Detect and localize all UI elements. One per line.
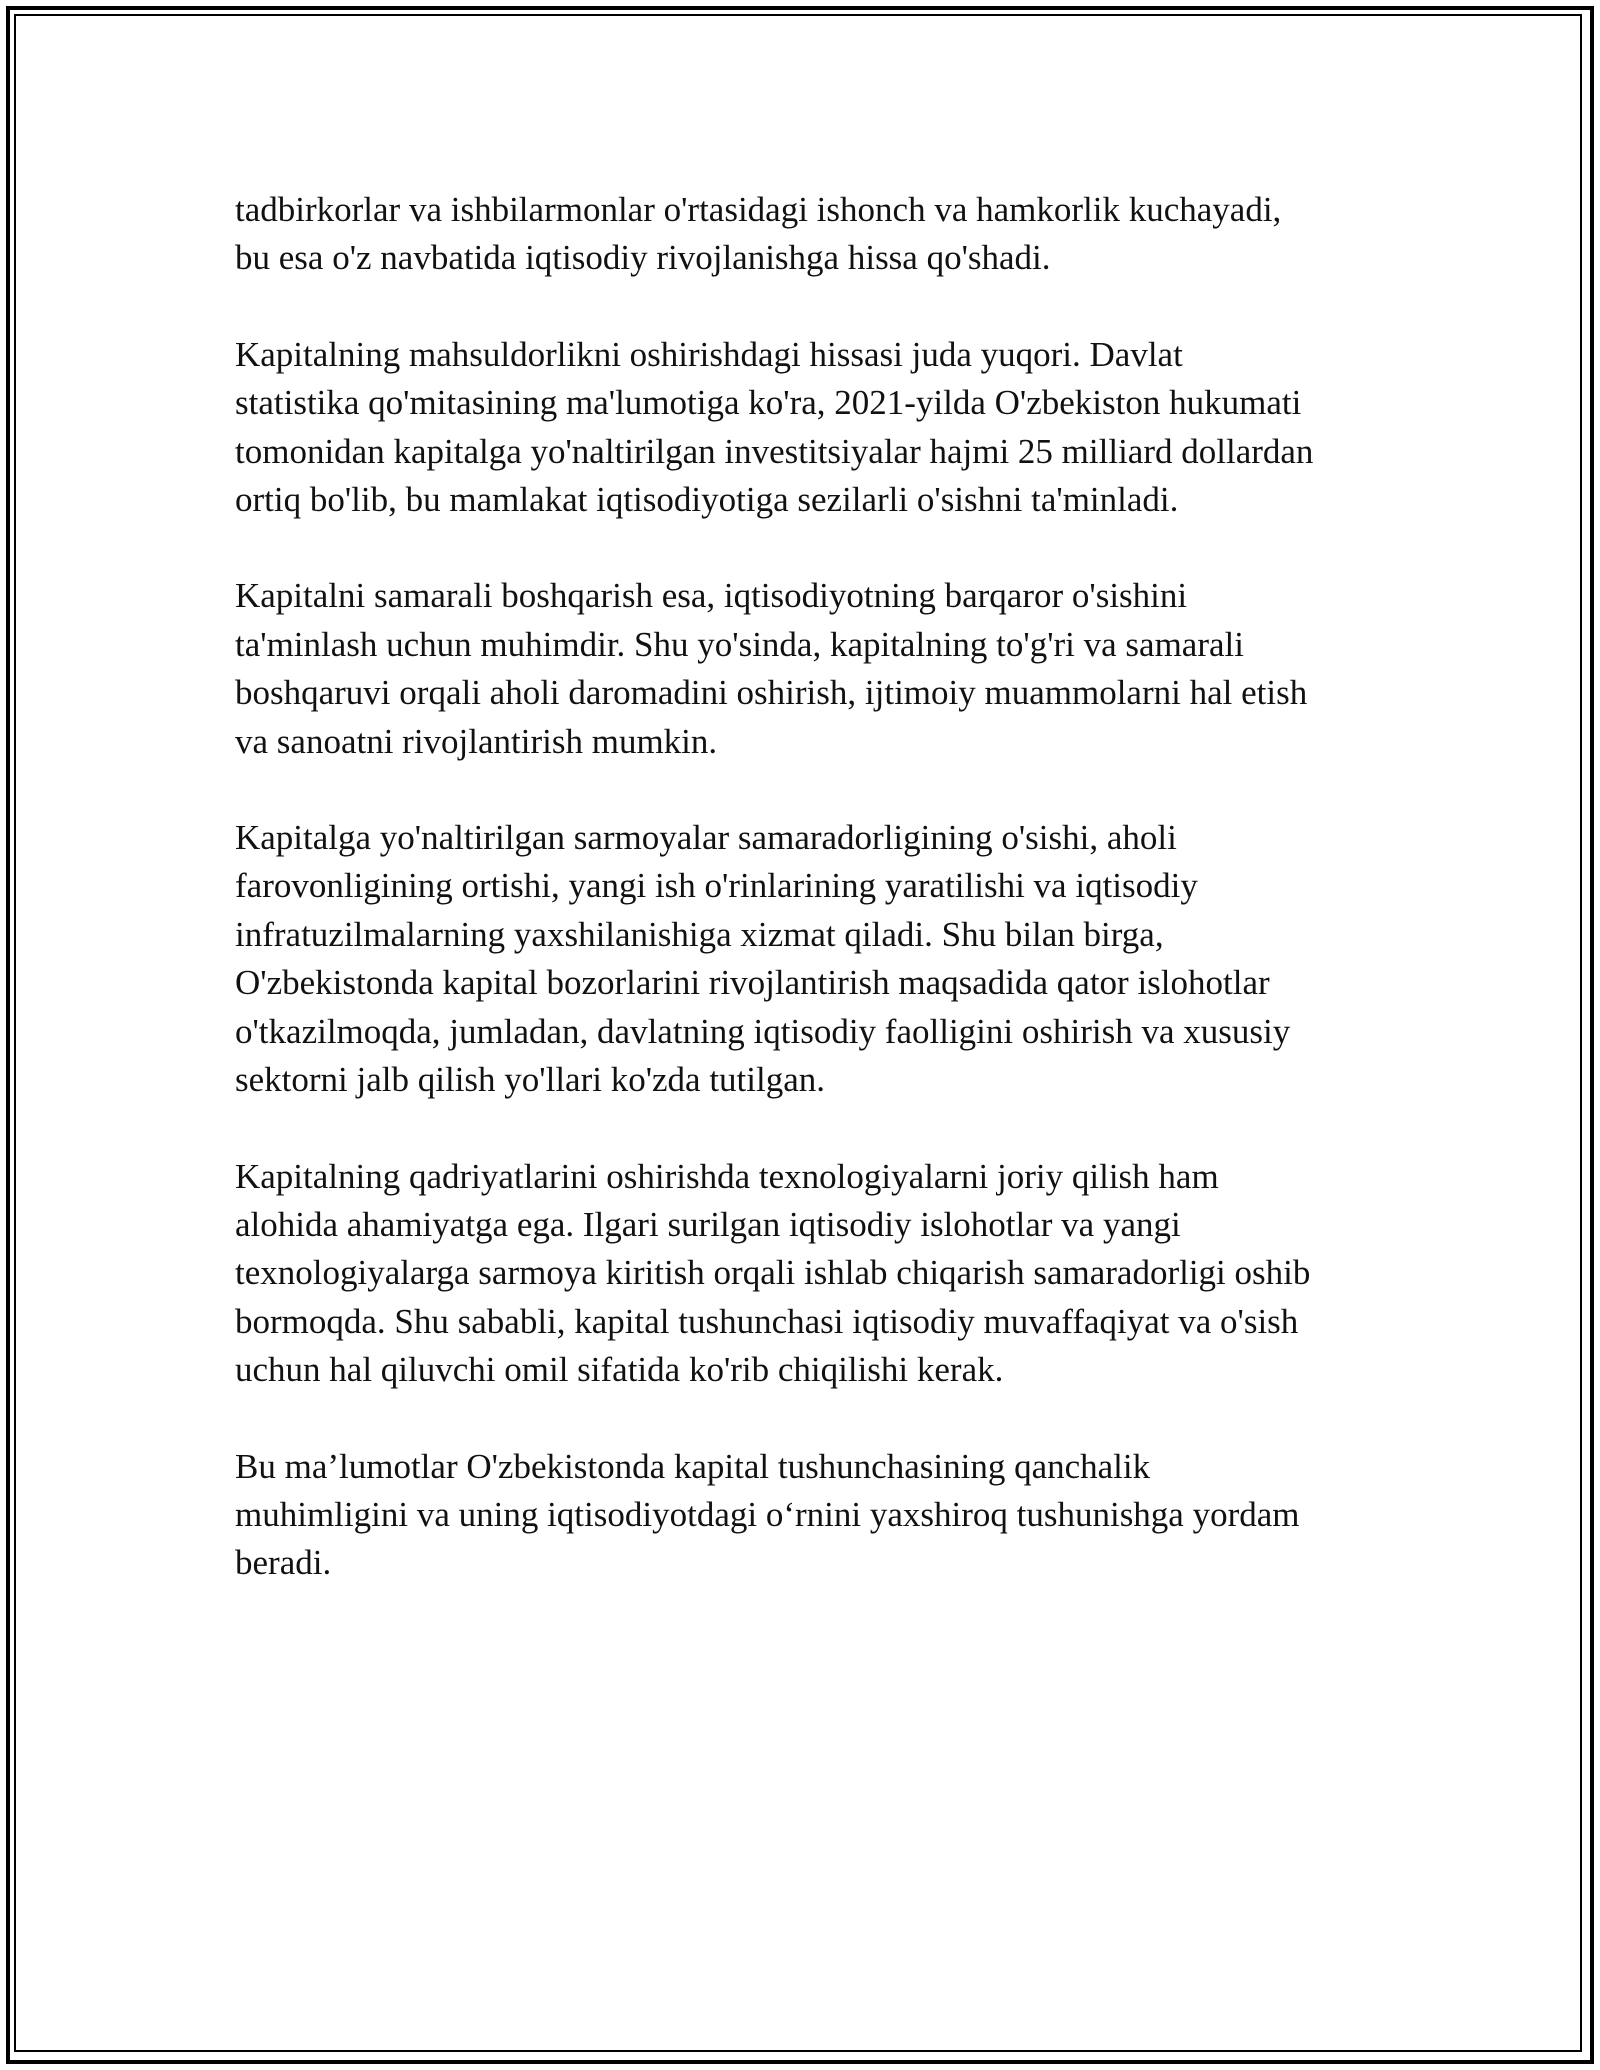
text-line: Kapitalga yo'naltirilgan sarmoyalar samaradorligining o'sishi, aholi — [235, 818, 1177, 858]
text-line: Kapitalning mahsuldorlikni oshirishdagi hissasi juda yuqori. Davlat — [235, 334, 1183, 374]
paragraph-4 — [235, 814, 1385, 1104]
text-line: bu esa o'z navbatida iqtisodiy rivojlanishga hissa qo'shadi. — [235, 238, 1051, 278]
text-line: va sanoatni rivojlantirish mumkin. — [235, 721, 718, 761]
text-line: uchun hal qiluvchi omil sifatida ko'rib chiqilishi kerak. — [235, 1350, 1004, 1390]
text-line: Kapitalning qadriyatlarini oshirishda texnologiyalarni joriy qilish ham — [235, 1156, 1219, 1196]
text-line: alohida ahamiyatga ega. Ilgari surilgan iqtisodiy islohotlar va yangi — [235, 1204, 1181, 1244]
text-line: statistika qo'mitasining ma'lumotiga ko'ra, 2021-yilda O'zbekiston hukumati — [235, 383, 1302, 423]
text-line: ortiq bo'lib, bu mamlakat iqtisodiyotiga sezilarli o'sishni ta'minladi. — [235, 480, 1179, 520]
paragraph-3 — [235, 572, 1385, 766]
text-line: farovonligining ortishi, yangi ish o'rinlarining yaratilishi va iqtisodiy — [235, 866, 1198, 906]
paragraph-1 — [235, 186, 1385, 283]
text-line: Bu ma’lumotlar O'zbekistonda kapital tushunchasining qanchalik — [235, 1446, 1151, 1486]
text-line: tadbirkorlar va ishbilarmonlar o'rtasidagi ishonch va hamkorlik kuchayadi, — [235, 190, 1282, 229]
document-body — [235, 186, 1385, 1636]
paragraph-6 — [235, 1443, 1385, 1588]
text-line: infratuzilmalarning yaxshilanishiga xizmat qiladi. Shu bilan birga, — [235, 914, 1164, 954]
text-line: O'zbekistonda kapital bozorlarini rivojlantirish maqsadida qator islohotlar — [235, 963, 1270, 1003]
text-line: sektorni jalb qilish yo'llari ko'zda tutilgan. — [235, 1060, 826, 1100]
text-line: beradi. — [235, 1543, 332, 1583]
paragraph-5 — [235, 1153, 1385, 1395]
text-line: Kapitalni samarali boshqarish esa, iqtisodiyotning barqaror o'sishini — [235, 576, 1188, 616]
text-line: ta'minlash uchun muhimdir. Shu yo'sinda, kapitalning to'g'ri va samarali — [235, 624, 1244, 664]
text-line: o'tkazilmoqda, jumladan, davlatning iqtisodiy faolligini oshirish va xususiy — [235, 1011, 1291, 1051]
text-line: bormoqda. Shu sababli, kapital tushunchasi iqtisodiy muvaffaqiyat va o'sish — [235, 1301, 1299, 1341]
text-line: texnologiyalarga sarmoya kiritish orqali ishlab chiqarish samaradorligi oshib — [235, 1253, 1311, 1293]
text-line: muhimligini va uning iqtisodiyotdagi o‘rnini yaxshiroq tushunishga yordam — [235, 1494, 1300, 1534]
paragraph-2 — [235, 331, 1385, 525]
text-line: tomonidan kapitalga yo'naltirilgan investitsiyalar hajmi 25 milliard dollardan — [235, 431, 1314, 471]
text-line: boshqaruvi orqali aholi daromadini oshirish, ijtimoiy muammolarni hal etish — [235, 673, 1308, 713]
